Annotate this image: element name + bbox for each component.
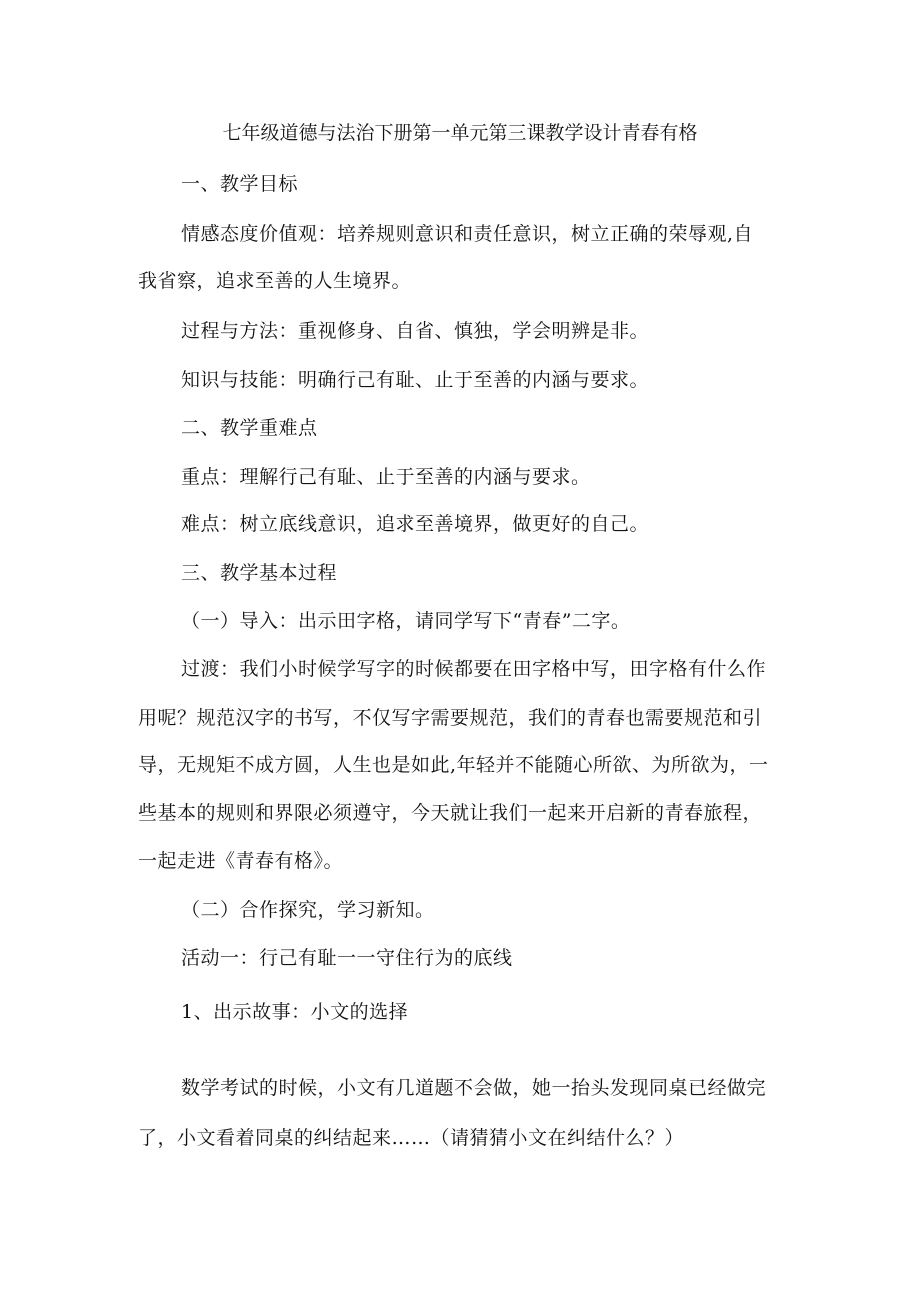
paragraph-line: 过渡：我们小时候学写字的时候都要在田字格中写，田字格有什么作 [181, 658, 767, 680]
section-heading-objectives: 一、教学目标 [181, 173, 299, 195]
document-title: 七年级道德与法治下册第一单元第三课教学设计青春有格 [222, 122, 698, 144]
paragraph-line: 知识与技能：明确行己有耻、止于至善的内涵与要求。 [181, 369, 650, 391]
paragraph-line: 过程与方法：重视修身、自省、慎独，学会明辨是非。 [181, 320, 650, 342]
paragraph-line: 情感态度价值观：培养规则意识和责任意识，树立正确的荣辱观,自 [181, 223, 754, 245]
activity-heading: 活动一：行己有耻一一守住行为的底线 [181, 947, 513, 969]
section-heading-process: 三、教学基本过程 [181, 562, 338, 584]
paragraph-line: 重点：理解行己有耻、止于至善的内涵与要求。 [181, 466, 591, 488]
paragraph-line: 数学考试的时候，小文有几道题不会做，她一抬头发现同桌已经做完 [181, 1077, 767, 1099]
paragraph-line: （二）合作探究，学习新知。 [181, 899, 435, 921]
paragraph-line: 用呢？规范汉字的书写，不仅写字需要规范，我们的青春也需要规范和引 [138, 707, 763, 729]
paragraph-line: 了，小文看着同桌的纠结起来……（请猜猜小文在纠结什么？） [138, 1127, 685, 1149]
paragraph-line: （一）导入：出示田字格，请同学写下“青春”二字。 [181, 610, 631, 632]
paragraph-line: 难点：树立底线意识，追求至善境界，做更好的自己。 [181, 513, 650, 535]
paragraph-line: 导，无规矩不成方圆，人生也是如此,年轻并不能随心所欲、为所欲为，一 [138, 754, 769, 776]
paragraph-line: 1、出示故事：小文的选择 [181, 1001, 409, 1023]
paragraph-line: 一起走进《青春有格》。 [138, 850, 344, 872]
paragraph-line: 我省察，追求至善的人生境界。 [138, 270, 412, 292]
section-heading-key-points: 二、教学重难点 [181, 417, 318, 439]
paragraph-line: 些基本的规则和界限必须遵守，今天就让我们一起来开启新的青春旅程， [138, 802, 763, 824]
